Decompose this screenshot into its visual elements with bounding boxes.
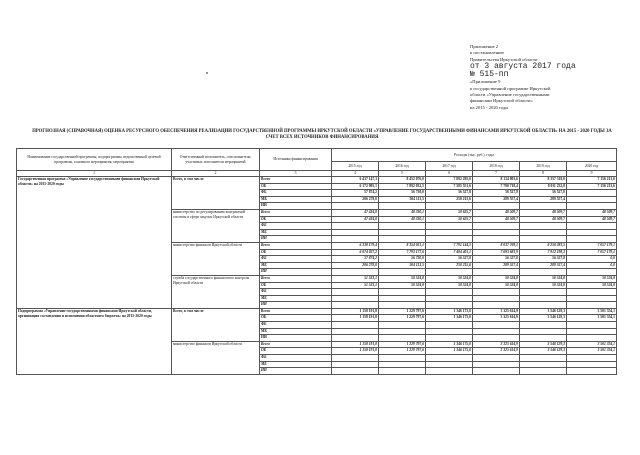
value-cell: 7 156 213,6 — [567, 183, 617, 190]
value-cell — [473, 368, 520, 375]
executor-cell: министерство финансов Иркутской области — [172, 242, 260, 275]
executor-cell: министерство финансов Иркутской области — [172, 341, 260, 374]
value-cell — [520, 236, 567, 243]
value-cell — [473, 289, 520, 296]
value-cell: 48 509,7 — [520, 209, 567, 216]
value-cell — [332, 203, 379, 210]
value-cell: 3 546 129,3 — [520, 315, 567, 322]
value-cell — [567, 361, 617, 368]
value-cell: 3 501 354,1 — [567, 348, 617, 355]
value-cell: 50 524,8 — [473, 275, 520, 282]
source-cell: ОБ — [260, 348, 332, 355]
value-cell — [567, 335, 617, 342]
value-cell — [332, 368, 379, 375]
value-cell: 8 258 283,5 — [520, 242, 567, 249]
value-cell — [473, 236, 520, 243]
source-cell: МБ — [260, 229, 332, 236]
source-cell: ИИ — [260, 302, 332, 309]
value-cell — [473, 355, 520, 362]
value-cell — [426, 223, 473, 230]
value-cell — [379, 322, 426, 329]
value-cell: 8 011 232,8 — [520, 183, 567, 190]
value-cell: 1 158 191,8 — [332, 348, 379, 355]
source-cell: ИИ — [260, 368, 332, 375]
appendix-line: к государственной программе Иркутской — [470, 85, 551, 91]
value-cell — [379, 302, 426, 309]
value-cell: 50 524,8 — [520, 275, 567, 282]
handwritten-date: от 3 августа 2017 года — [470, 62, 576, 72]
value-cell: 8 452 076,0 — [379, 177, 426, 184]
column-index: 5 — [379, 171, 426, 177]
column-index: 6 — [426, 171, 473, 177]
value-cell: 289 557,4 — [520, 196, 567, 203]
value-cell — [426, 322, 473, 329]
source-cell: Всего — [260, 177, 332, 184]
value-cell: 50 524,8 — [520, 282, 567, 289]
value-cell: 56 527,8 — [520, 256, 567, 263]
value-cell: 3 325 614,9 — [473, 348, 520, 355]
source-cell: ФБ — [260, 322, 332, 329]
value-cell: 6 437 147,3 — [332, 177, 379, 184]
value-cell: 1 158 191,8 — [332, 341, 379, 348]
source-cell: ИИ — [260, 335, 332, 342]
appendix-line: Правительства Иркутской области — [470, 56, 538, 62]
value-cell: 289 557,4 — [473, 196, 520, 203]
program-name-cell: Подпрограмма «Управление государственными финансами Иркутской области, организация составления и исполнения областного бюджета» на 2015-2020 годы — [17, 308, 172, 374]
value-cell — [426, 269, 473, 276]
executor-cell: служба государственного финансового контроля Иркутской области — [172, 275, 260, 308]
value-cell — [426, 203, 473, 210]
value-cell — [379, 236, 426, 243]
value-cell: 7 156 213,6 — [567, 177, 617, 184]
value-cell: 48 330,1 — [379, 216, 426, 223]
scan-speck — [206, 72, 208, 74]
value-cell: 7 057 179,1 — [567, 249, 617, 256]
value-cell: 289 557,4 — [520, 262, 567, 269]
source-cell: ФБ — [260, 289, 332, 296]
value-cell — [473, 302, 520, 309]
value-cell — [332, 223, 379, 230]
value-cell — [567, 328, 617, 335]
value-cell — [567, 289, 617, 296]
header-source: Источники финансирования — [260, 149, 332, 171]
header-program: Наименование государственной программы, подпрограммы, ведомственной целевой программы, основного мероприятия, мероприятия — [17, 149, 172, 171]
value-cell — [520, 203, 567, 210]
value-cell — [379, 223, 426, 230]
appendix-block — [470, 44, 635, 111]
value-cell — [473, 203, 520, 210]
column-index: 4 — [332, 171, 379, 177]
value-cell — [473, 269, 520, 276]
value-cell — [520, 361, 567, 368]
value-cell: 7 912 198,3 — [520, 249, 567, 256]
value-cell — [332, 289, 379, 296]
source-cell: МБ — [260, 361, 332, 368]
value-cell — [379, 368, 426, 375]
value-cell: 56 527,8 — [520, 190, 567, 197]
value-cell — [567, 203, 617, 210]
value-cell — [567, 355, 617, 362]
value-cell: 7 057 179,1 — [567, 242, 617, 249]
value-cell: 50 524,8 — [379, 275, 426, 282]
value-cell: 1 229 797,6 — [379, 348, 426, 355]
value-cell — [332, 355, 379, 362]
value-cell: 250 215,6 — [426, 196, 473, 203]
source-cell: ФБ — [260, 256, 332, 263]
value-cell — [332, 269, 379, 276]
appendix-line: области «Управление государственными — [470, 92, 550, 98]
value-cell — [473, 335, 520, 342]
value-cell: 3 501 354,1 — [567, 308, 617, 315]
value-cell — [567, 190, 617, 197]
value-cell — [473, 295, 520, 302]
value-cell — [520, 328, 567, 335]
source-cell: ОБ — [260, 282, 332, 289]
value-cell — [332, 295, 379, 302]
executor-cell: Всего, в том числе — [172, 308, 260, 341]
value-cell — [379, 335, 426, 342]
value-cell: 1 346 175,0 — [426, 308, 473, 315]
source-cell: ФБ — [260, 355, 332, 362]
value-cell: 56 527,8 — [426, 256, 473, 263]
value-cell: 1 346 175,0 — [426, 315, 473, 322]
handwritten-number: № 515-пп — [470, 70, 509, 80]
header-year: 2017 год — [426, 162, 473, 171]
value-cell: 7 892 032,5 — [379, 183, 426, 190]
source-cell: ИИ — [260, 203, 332, 210]
value-cell: 1 229 797,6 — [379, 308, 426, 315]
source-cell: ОБ — [260, 249, 332, 256]
value-cell — [567, 302, 617, 309]
source-cell: Всего — [260, 341, 332, 348]
value-cell: 3 325 614,9 — [473, 315, 520, 322]
value-cell — [520, 295, 567, 302]
value-cell: 7 791 144,5 — [426, 242, 473, 249]
value-cell — [332, 236, 379, 243]
appendix-line: финансами Иркутской области» — [470, 98, 533, 104]
source-cell: МБ — [260, 262, 332, 269]
header-year: 2015 год — [332, 162, 379, 171]
value-cell: 7 793 177,6 — [379, 249, 426, 256]
value-cell: 50 625,7 — [426, 209, 473, 216]
column-index: 7 — [473, 171, 520, 177]
value-cell: 48 509,7 — [567, 209, 617, 216]
value-cell: 6 172 995,1 — [332, 183, 379, 190]
value-cell: 57 874,2 — [332, 190, 379, 197]
value-cell: 56 730,0 — [379, 256, 426, 263]
value-cell — [473, 223, 520, 230]
value-cell — [379, 289, 426, 296]
source-cell: ФБ — [260, 190, 332, 197]
value-cell: 289 557,4 — [473, 262, 520, 269]
value-cell: 50 524,8 — [567, 275, 617, 282]
value-cell: 7 585 551,6 — [426, 183, 473, 190]
value-cell: 7 484 401,1 — [426, 249, 473, 256]
value-cell — [520, 355, 567, 362]
value-cell: 48 509,7 — [520, 216, 567, 223]
value-cell: 56 527,8 — [473, 256, 520, 263]
header-year: 2019 год — [520, 162, 567, 171]
column-index: 3 — [260, 171, 332, 177]
value-cell — [426, 335, 473, 342]
value-cell — [426, 368, 473, 375]
value-cell: 1 158 191,8 — [332, 308, 379, 315]
executor-cell: министерство по регулированию контрактной системы в сфере закупок Иркутской области — [172, 209, 260, 242]
value-cell — [426, 302, 473, 309]
value-cell: 8 037 769,1 — [473, 242, 520, 249]
source-cell: Всего — [260, 209, 332, 216]
value-cell: 1 346 175,0 — [426, 341, 473, 348]
source-cell: ИИ — [260, 236, 332, 243]
value-cell — [332, 322, 379, 329]
value-cell — [473, 322, 520, 329]
value-cell: 3 546 129,3 — [520, 341, 567, 348]
value-cell: 3 546 129,3 — [520, 308, 567, 315]
header-expenses: Расходы (тыс. руб.), годы — [332, 149, 617, 162]
value-cell: 0,0 — [567, 262, 617, 269]
source-cell: ФБ — [260, 223, 332, 230]
source-cell: Всего — [260, 275, 332, 282]
value-cell — [332, 335, 379, 342]
value-cell — [426, 236, 473, 243]
source-cell: ОБ — [260, 315, 332, 322]
value-cell: 1 229 797,6 — [379, 315, 426, 322]
header-year: 2016 год — [379, 162, 426, 171]
value-cell — [379, 203, 426, 210]
appendix-line: Приложение 2 — [470, 44, 499, 49]
value-cell — [567, 196, 617, 203]
value-cell — [520, 223, 567, 230]
value-cell: 250 215,6 — [426, 262, 473, 269]
value-cell: 1 346 175,0 — [426, 348, 473, 355]
document-title: ПРОГНОЗНАЯ (СПРАВОЧНАЯ) ОЦЕНКА РЕСУРСНОГО ОБЕСПЕЧЕНИЯ РЕАЛИЗАЦИИ ГОСУДАРСТВЕННОЙ ПРОГРАММЫ ИРКУТСКОЙ ОБЛАСТИ «УПРАВЛЕНИЕ ГОСУДАРСТВЕННЫМИ ФИНАНСАМИ ИРКУТСКОЙ ОБЛАСТИ» НА 2015 - 2020 ГОДЫ ЗА СЧЕТ ВСЕХ ИСТОЧНИКОВ ФИНАНСИРОВАНИЯ — [32, 129, 612, 140]
value-cell — [567, 322, 617, 329]
source-cell: ОБ — [260, 183, 332, 190]
value-cell: 57 874,2 — [332, 256, 379, 263]
value-cell: 1 229 797,6 — [379, 341, 426, 348]
header-executor: Ответственный исполнитель, соисполнители, участники, исполнители мероприятий — [172, 149, 260, 171]
appendix-line: «Приложение 9 — [470, 79, 501, 85]
value-cell — [379, 355, 426, 362]
value-cell — [332, 229, 379, 236]
source-cell: ИИ — [260, 269, 332, 276]
value-cell — [473, 328, 520, 335]
program-name-cell: Государственная программа «Управление государственными финансами Иркутской области» на 2015-2020 годы — [17, 177, 172, 309]
value-cell — [379, 295, 426, 302]
source-cell: МБ — [260, 328, 332, 335]
value-cell — [520, 289, 567, 296]
value-cell: 6 074 027,2 — [332, 249, 379, 256]
executor-cell: Всего, в том числе — [172, 177, 260, 210]
value-cell: 51 533,1 — [332, 275, 379, 282]
source-cell: Всего — [260, 242, 332, 249]
value-cell — [332, 361, 379, 368]
value-cell: 48 509,7 — [473, 216, 520, 223]
value-cell — [473, 361, 520, 368]
source-cell: Всего — [260, 308, 332, 315]
appendix-line: на 2015 - 2020 годы — [470, 104, 509, 110]
value-cell: 50 524,8 — [426, 282, 473, 289]
value-cell: 8 134 803,6 — [473, 177, 520, 184]
value-cell — [473, 229, 520, 236]
column-index: 9 — [567, 171, 617, 177]
value-cell — [332, 302, 379, 309]
value-cell: 50 524,8 — [473, 282, 520, 289]
value-cell: 50 625,7 — [426, 216, 473, 223]
value-cell: 7 790 718,4 — [473, 183, 520, 190]
value-cell: 8 354 021,1 — [379, 242, 426, 249]
header-year: 2018 год — [473, 162, 520, 171]
value-cell: 3 325 614,9 — [473, 308, 520, 315]
value-cell: 504 113,5 — [379, 196, 426, 203]
header-year: 2020 год — [567, 162, 617, 171]
column-index: 8 — [520, 171, 567, 177]
value-cell — [379, 229, 426, 236]
value-cell: 48 509,7 — [567, 216, 617, 223]
value-cell: 56 730,0 — [379, 190, 426, 197]
value-cell: 47 434,8 — [332, 216, 379, 223]
value-cell: 48 509,7 — [473, 209, 520, 216]
table-row — [17, 308, 617, 315]
value-cell — [567, 223, 617, 230]
value-cell: 7 892 295,0 — [426, 177, 473, 184]
source-cell: МБ — [260, 295, 332, 302]
value-cell: 47 434,8 — [332, 209, 379, 216]
value-cell — [567, 229, 617, 236]
value-cell — [426, 328, 473, 335]
value-cell: 3 325 614,9 — [473, 341, 520, 348]
value-cell: 50 524,8 — [567, 282, 617, 289]
value-cell: 50 524,8 — [426, 275, 473, 282]
value-cell: 7 693 683,9 — [473, 249, 520, 256]
value-cell: 56 527,8 — [426, 190, 473, 197]
source-cell: ОБ — [260, 216, 332, 223]
value-cell: 206 278,0 — [332, 196, 379, 203]
value-cell — [426, 355, 473, 362]
source-cell: МБ — [260, 196, 332, 203]
resource-table — [16, 148, 617, 375]
value-cell — [520, 229, 567, 236]
value-cell — [426, 361, 473, 368]
value-cell: 50 524,8 — [379, 282, 426, 289]
value-cell — [332, 328, 379, 335]
value-cell: 0,0 — [567, 256, 617, 263]
value-cell: 3 501 354,1 — [567, 341, 617, 348]
value-cell — [520, 269, 567, 276]
value-cell: 3 501 354,1 — [567, 315, 617, 322]
table-row — [17, 177, 617, 184]
value-cell: 504 113,5 — [379, 262, 426, 269]
value-cell: 1 158 191,8 — [332, 315, 379, 322]
value-cell — [567, 295, 617, 302]
value-cell: 6 338 179,4 — [332, 242, 379, 249]
value-cell — [567, 368, 617, 375]
value-cell — [520, 335, 567, 342]
value-cell: 48 330,1 — [379, 209, 426, 216]
value-cell — [567, 269, 617, 276]
value-cell — [520, 368, 567, 375]
value-cell: 56 527,8 — [473, 190, 520, 197]
value-cell — [426, 295, 473, 302]
column-index: 1 — [17, 171, 172, 177]
value-cell: 3 546 129,3 — [520, 348, 567, 355]
value-cell: 8 357 318,0 — [520, 177, 567, 184]
value-cell — [379, 361, 426, 368]
value-cell: 51 533,1 — [332, 282, 379, 289]
value-cell — [379, 328, 426, 335]
value-cell — [379, 269, 426, 276]
value-cell: 206 278,0 — [332, 262, 379, 269]
value-cell — [520, 302, 567, 309]
appendix-line: к постановлению — [470, 50, 504, 56]
value-cell — [567, 236, 617, 243]
value-cell — [520, 322, 567, 329]
value-cell — [426, 229, 473, 236]
value-cell — [426, 289, 473, 296]
column-index: 2 — [172, 171, 260, 177]
